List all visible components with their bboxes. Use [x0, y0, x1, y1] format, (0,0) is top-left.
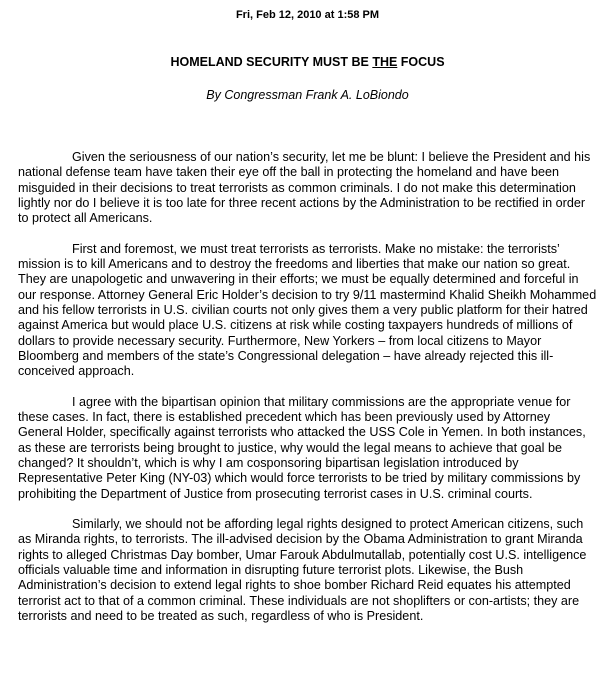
paragraph: Given the seriousness of our nation’s security, let me be blunt: I believe the President and his national defense team have taken their eye off the ball in protecting the homeland and have been misguided in their decisions to treat terrorists as common criminals. I do not make this determination lightly nor do I believe it is too late for three recent actions by the Administration to be rectified in order to protect all Americans. — [18, 150, 591, 226]
paragraph: I agree with the bipartisan opinion that military commissions are the appropriate venue for these cases. In fact, there is established precedent which has been previously used by Attorney General Holder, specifically against terrorists who attacked the USS Cole in Yemen. In both instances, as these are terrorists being brought to justice, why would the legal means to achieve that goal be changed? It shouldn’t, which is why I am cosponsoring bipartisan legislation introduced by Representative Peter King (NY-03) which would force terrorists to be tried by military commissions by prohibiting the Department of Justice from prosecuting terrorist cases in U.S. criminal courts. — [18, 394, 586, 501]
paragraph: Similarly, we should not be affording legal rights designed to protect American citizens, such as Miranda rights, to terrorists. The ill-advised decision by the Obama Administration to grant Miranda rights to alleged Christmas Day bomber, Umar Farouk Abdulmutallab, potentially cost U.S. intelligence officials valuable time and information in disrupting future terrorist plots. Likewise, the Bush Administration’s decision to extend legal rights to shoe bomber Richard Reid equates his attempted terrorist act to that of a common criminal. These individuals are not shoplifters or con-artists; they are terrorists and need to be treated as such, regardless of who is President. — [18, 517, 587, 623]
article-title — [0, 54, 615, 70]
title-text-end: FOCUS — [397, 55, 445, 69]
article-body — [18, 150, 598, 640]
title-emphasis: THE — [372, 55, 398, 69]
email-timestamp: Fri, Feb 12, 2010 at 1:58 PM — [235, 9, 380, 21]
article-byline: By Congressman Frank A. LoBiondo — [206, 88, 409, 102]
title-text-start: HOMELAND SECURITY MUST BE — [170, 55, 373, 69]
paragraph: First and foremost, we must treat terrorists as terrorists. Make no mistake: the terrorists’ mission is to kill Americans and to destroy the freedoms and liberties that make our nation so great. They are unapologetic and unwavering in their efforts; we must be equally determined and forceful in our response. Attorney General Eric Holder’s decision to try 9/11 mastermind Khalid Sheikh Mohammed and his fellow terrorists in U.S. civilian courts not only gives them a very public platform for their hatred against America but would place U.S. citizens at risk while costing taxpayers hundreds of millions of dollars to provide necessary security. Furthermore, New Yorkers – from local citizens to Mayor Bloomberg and members of the state’s Congressional delegation – have already rejected this ill-conceived approach. — [18, 241, 597, 379]
